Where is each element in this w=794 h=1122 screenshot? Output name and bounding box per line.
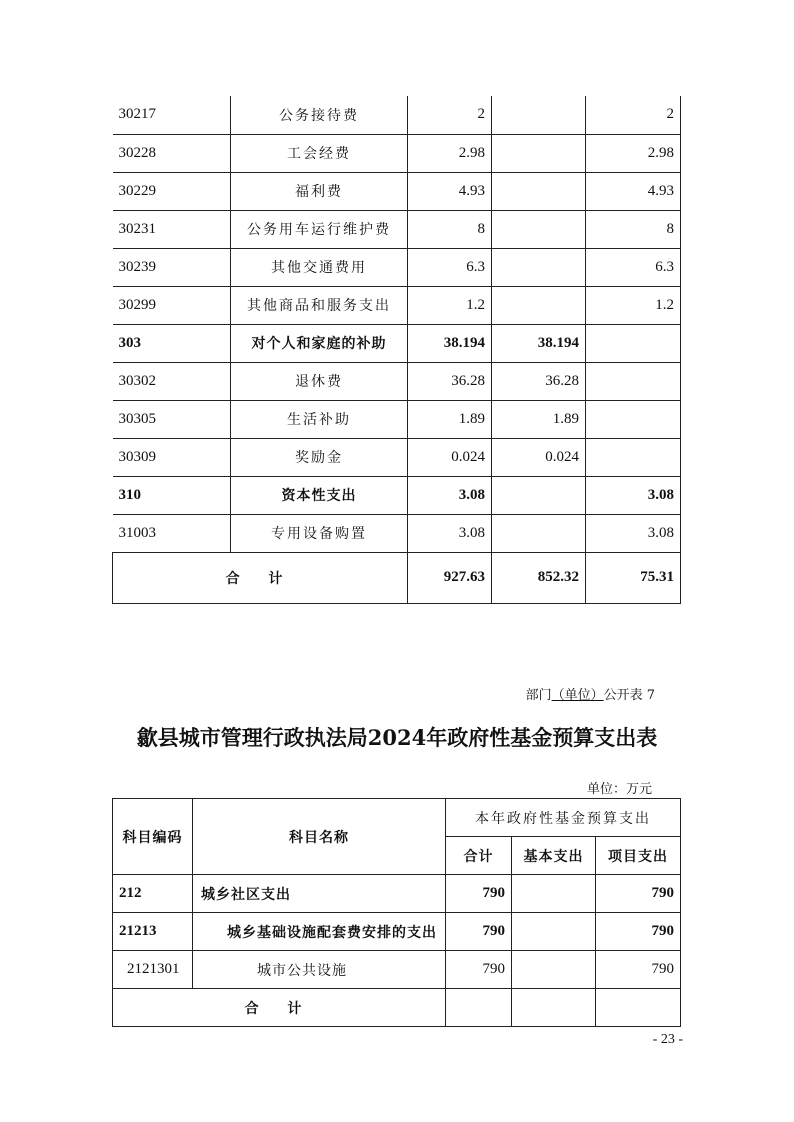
- row-basic: [512, 951, 596, 989]
- row-name: 对个人和家庭的补助: [231, 324, 408, 362]
- row-code: 30309: [113, 438, 231, 476]
- total-label: 合 计: [113, 989, 446, 1027]
- table-row: [113, 875, 681, 913]
- header-project: 项目支出: [596, 837, 681, 875]
- total-basic: [512, 989, 596, 1027]
- row-code: 30302: [113, 362, 231, 400]
- row-total: 3.08: [408, 514, 492, 552]
- row-project: [586, 438, 681, 476]
- row-total: 38.194: [408, 324, 492, 362]
- row-basic: 38.194: [492, 324, 586, 362]
- row-total: 8: [408, 210, 492, 248]
- row-total: 1.89: [408, 400, 492, 438]
- row-code: 310: [113, 476, 231, 514]
- table-row: [113, 286, 681, 324]
- row-total: 2: [408, 96, 492, 134]
- row-project: 3.08: [586, 514, 681, 552]
- total-sum: 927.63: [408, 552, 492, 603]
- row-basic: [492, 476, 586, 514]
- page-title: 歙县城市管理行政执法局2024年政府性基金预算支出表: [136, 725, 658, 750]
- row-code: 212: [113, 875, 193, 913]
- header-basic: 基本支出: [512, 837, 596, 875]
- row-total: 1.2: [408, 286, 492, 324]
- row-name: 资本性支出: [231, 476, 408, 514]
- form-number: 部门（单位）公开表 7: [525, 688, 655, 703]
- row-name: 公务用车运行维护费: [231, 210, 408, 248]
- table-row: [113, 248, 681, 286]
- header-code: 科目编码: [113, 799, 193, 875]
- unit-label: 单位：万元: [586, 782, 652, 797]
- table-row: [113, 96, 681, 134]
- row-name: 公务接待费: [231, 96, 408, 134]
- header-group: 本年政府性基金预算支出: [446, 799, 681, 837]
- row-project: 790: [596, 913, 681, 951]
- row-project: 6.3: [586, 248, 681, 286]
- row-project: 8: [586, 210, 681, 248]
- row-basic: 36.28: [492, 362, 586, 400]
- row-name: 奖励金: [231, 438, 408, 476]
- total-label: 合 计: [113, 552, 408, 603]
- table-row: [113, 210, 681, 248]
- header-name: 科目名称: [193, 799, 446, 875]
- row-project: 790: [596, 951, 681, 989]
- row-total: 0.024: [408, 438, 492, 476]
- row-total: 790: [446, 875, 512, 913]
- row-project: 2: [586, 96, 681, 134]
- row-basic: 0.024: [492, 438, 586, 476]
- table-row: [113, 362, 681, 400]
- row-project: [586, 400, 681, 438]
- row-project: [586, 362, 681, 400]
- row-name: 生活补助: [231, 400, 408, 438]
- row-code: 31003: [113, 514, 231, 552]
- row-name: 福利费: [231, 172, 408, 210]
- total-row: [113, 552, 681, 603]
- row-name: 城乡基础设施配套费安排的支出: [193, 913, 446, 951]
- table-row: [113, 438, 681, 476]
- table-row: [113, 913, 681, 951]
- expenditure-table-continued: [112, 96, 681, 604]
- total-project: 75.31: [586, 552, 681, 603]
- row-total: 790: [446, 913, 512, 951]
- table-row: [113, 400, 681, 438]
- row-basic: [492, 134, 586, 172]
- row-total: 2.98: [408, 134, 492, 172]
- row-basic: [512, 913, 596, 951]
- row-total: 790: [446, 951, 512, 989]
- total-basic: 852.32: [492, 552, 586, 603]
- row-code: 30305: [113, 400, 231, 438]
- total-sum: [446, 989, 512, 1027]
- row-total: 6.3: [408, 248, 492, 286]
- table-row: [113, 476, 681, 514]
- row-project: 4.93: [586, 172, 681, 210]
- row-name: 其他交通费用: [231, 248, 408, 286]
- row-total: 3.08: [408, 476, 492, 514]
- table-row: [113, 172, 681, 210]
- row-project: [586, 324, 681, 362]
- row-code: 30217: [113, 96, 231, 134]
- row-basic: [492, 210, 586, 248]
- row-code: 30229: [113, 172, 231, 210]
- row-basic: [492, 96, 586, 134]
- table-row: [113, 134, 681, 172]
- row-basic: 1.89: [492, 400, 586, 438]
- row-name: 工会经费: [231, 134, 408, 172]
- row-project: 3.08: [586, 476, 681, 514]
- row-code: 30231: [113, 210, 231, 248]
- row-name: 城市公共设施: [193, 951, 446, 989]
- total-project: [596, 989, 681, 1027]
- row-basic: [512, 875, 596, 913]
- header-total: 合计: [446, 837, 512, 875]
- row-basic: [492, 286, 586, 324]
- total-row: [113, 989, 681, 1027]
- row-project: 2.98: [586, 134, 681, 172]
- row-total: 36.28: [408, 362, 492, 400]
- row-project: 1.2: [586, 286, 681, 324]
- page-number: - 23 -: [652, 1032, 683, 1047]
- row-name: 退休费: [231, 362, 408, 400]
- row-code: 21213: [113, 913, 193, 951]
- row-name: 专用设备购置: [231, 514, 408, 552]
- row-basic: [492, 172, 586, 210]
- row-code: 303: [113, 324, 231, 362]
- row-code: 30299: [113, 286, 231, 324]
- row-total: 4.93: [408, 172, 492, 210]
- row-project: 790: [596, 875, 681, 913]
- row-basic: [492, 248, 586, 286]
- table-row: [113, 951, 681, 989]
- table-row: [113, 324, 681, 362]
- table-row: [113, 514, 681, 552]
- row-basic: [492, 514, 586, 552]
- fund-budget-table: [112, 798, 681, 1027]
- row-code: 2121301: [113, 951, 193, 989]
- row-code: 30239: [113, 248, 231, 286]
- row-code: 30228: [113, 134, 231, 172]
- row-name: 其他商品和服务支出: [231, 286, 408, 324]
- row-name: 城乡社区支出: [193, 875, 446, 913]
